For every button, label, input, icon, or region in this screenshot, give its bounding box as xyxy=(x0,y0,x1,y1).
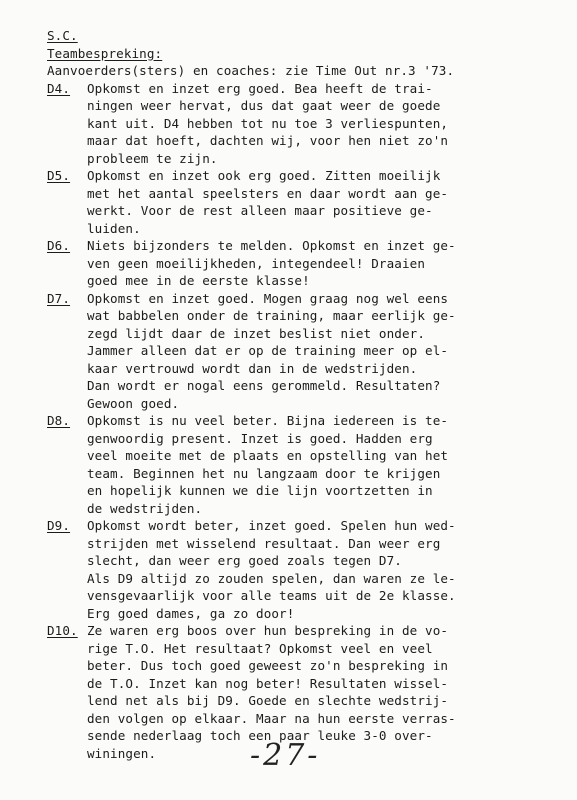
document-subtitle: Aanvoerders(sters) en coaches: zie Time Out nr.3 '73. xyxy=(47,63,455,78)
team-section xyxy=(47,237,567,290)
report-line: Opkomst en inzet ook erg goed. Zitten moeilijk xyxy=(87,168,441,183)
report-line: zegd lijdt daar de inzet beslist niet onder. xyxy=(87,325,426,341)
team-code: D4. xyxy=(47,80,71,96)
header-abbr: S.C. xyxy=(47,28,78,43)
team-report xyxy=(87,167,567,237)
team-section xyxy=(47,80,567,168)
report-line: Opkomst is nu veel beter. Bijna iedereen is te- xyxy=(87,413,449,428)
report-line: rige T.O. Het resultaat? Opkomst veel en veel xyxy=(87,640,433,656)
report-line: luiden. xyxy=(87,220,141,236)
team-section xyxy=(47,290,567,413)
team-section xyxy=(47,412,567,517)
team-code: D8. xyxy=(47,413,71,428)
report-line: met het aantal speelsters en daar wordt aan ge- xyxy=(87,185,449,201)
report-line: probleem te zijn. xyxy=(87,150,218,166)
report-line: de T.O. Inzet kan nog beter! Resultaten wissel- xyxy=(87,675,449,691)
report-line: beter. Dus toch goed geweest zo'n bespreking in xyxy=(87,658,449,673)
page-number: -27- xyxy=(250,738,321,773)
team-report xyxy=(87,412,567,517)
report-line: Gewoon goed. xyxy=(87,395,180,411)
report-line: kaar vertrouwd wordt dan in de wedstrijden. xyxy=(87,360,418,376)
team-section xyxy=(47,167,567,237)
report-line: Opkomst wordt beter, inzet goed. Spelen hun wed- xyxy=(87,518,456,533)
team-section xyxy=(47,517,567,622)
report-line: winingen. xyxy=(87,745,157,761)
report-line: team. Beginnen het nu langzaam door te krijgen xyxy=(87,465,441,481)
team-code: D5. xyxy=(47,168,71,183)
report-line: sende nederlaag toch een paar leuke 3-0 over- xyxy=(87,728,433,743)
report-line: kant uit. D4 hebben tot nu toe 3 verliespunten, xyxy=(87,115,449,131)
report-line: strijden met wisselend resultaat. Dan weer erg xyxy=(87,535,441,551)
team-report xyxy=(87,622,567,762)
report-line: maar dat hoeft, dachten wij, voor hen niet zo'n xyxy=(87,133,449,148)
report-line: Opkomst en inzet goed. Mogen graag nog wel eens xyxy=(87,290,449,306)
team-code: D7. xyxy=(47,290,71,306)
team-report xyxy=(87,237,567,290)
team-report xyxy=(87,80,567,168)
report-line: den volgen op elkaar. Maar na hun eerste verras- xyxy=(87,710,456,726)
report-line: lend net als bij D9. Goede en slechte wedstrij- xyxy=(87,693,449,708)
report-line: Niets bijzonders te melden. Opkomst en inzet ge- xyxy=(87,238,456,253)
report-line: Erg goed dames, ga zo door! xyxy=(87,605,295,621)
team-report xyxy=(87,290,567,413)
report-line: goed mee in de eerste klasse! xyxy=(87,273,310,288)
report-line: Opkomst en inzet erg goed. Bea heeft de trai- xyxy=(87,80,433,96)
team-sections xyxy=(47,80,567,763)
report-line: Dan wordt er nogal eens gerommeld. Resultaten? xyxy=(87,378,441,393)
team-code: D9. xyxy=(47,518,71,533)
report-line: ningen weer hervat, dus dat gaat weer de goede xyxy=(87,98,441,113)
report-line: Ze waren erg boos over hun bespreking in de vo- xyxy=(87,623,449,638)
report-line: Jammer alleen dat er op de training meer op el- xyxy=(87,343,449,358)
report-line: ven geen moeilijkheden, integendeel! Draaien xyxy=(87,255,426,271)
team-report xyxy=(87,517,567,622)
document-body xyxy=(47,27,567,762)
report-line: werkt. Voor de rest alleen maar positieve ge- xyxy=(87,203,433,218)
report-line: veel moeite met de plaats en opstelling van het xyxy=(87,448,449,463)
report-line: slecht, dan weer erg goed zoals tegen D7. xyxy=(87,553,402,568)
report-line: genwoordig present. Inzet is goed. Hadden erg xyxy=(87,430,433,446)
document-title: Teambespreking: xyxy=(47,45,163,61)
report-line: vensgevaarlijk voor alle teams uit de 2e klasse. xyxy=(87,588,456,603)
report-line: en hopelijk kunnen we die lijn voortzetten in xyxy=(87,483,433,498)
report-line: de wedstrijden. xyxy=(87,500,203,516)
team-code: D10. xyxy=(47,623,78,638)
report-line: Als D9 altijd zo zouden spelen, dan waren ze le- xyxy=(87,570,456,586)
report-line: wat babbelen onder de training, maar eerlijk ge- xyxy=(87,308,456,323)
team-code: D6. xyxy=(47,238,71,253)
